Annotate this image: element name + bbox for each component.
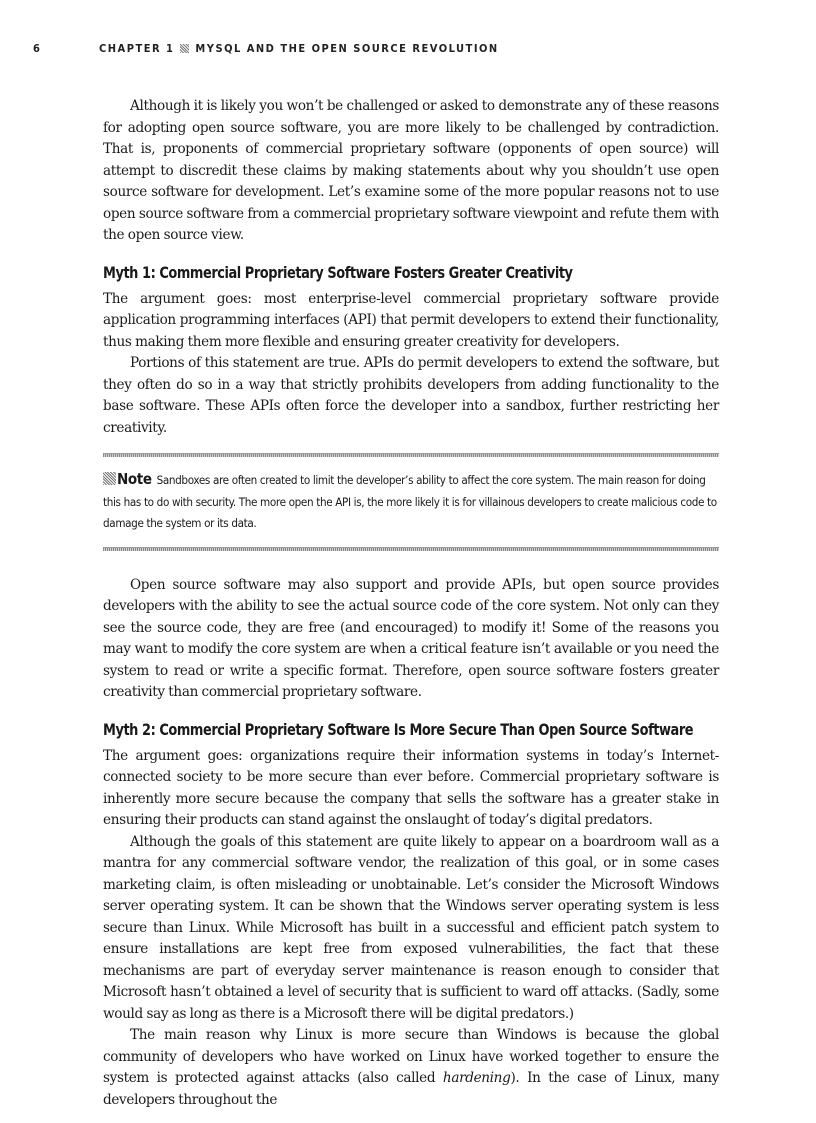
note-text: Sandboxes are often created to limit the developer’s ability to affect the core system. The main reason for doing this has to do with security. The more open the API is, the more likely it is for villainous developers to create malicious code to damage the system or its data. (103, 473, 717, 530)
myth2-paragraph-3 (103, 1025, 719, 1111)
chapter-title: MYSQL AND THE OPEN SOURCE REVOLUTION (195, 42, 499, 55)
note-square-icon (103, 472, 116, 485)
myth1-paragraph-2: Portions of this statement are true. APIs do permit developers to extend the software, but they often do so in a way that strictly prohibits developers from adding functionality to the base software. These APIs often force the developer into a sandbox, further restricting her creativity. (103, 355, 719, 436)
myth2-paragraph-3-before: The main reason why Linux is more secure than Windows is because the global community of developers who have worked on Linux have worked together to ensure the system is protected against attacks (also called (103, 1027, 719, 1086)
myth1-after-note-paragraph: Open source software may also support and provide APIs, but open source provides developers with the ability to see the actual source code of the core system. Not only can they see the source code, they are free (and encouraged) to modify it! Some of the reasons you may want to modify the core system are when a critical feature isn’t available or you need the system to read or write a specific format. Therefore, open source software fosters greater creativity than commercial proprietary software. (103, 576, 719, 700)
note-bottom-rule (103, 547, 719, 551)
running-head (33, 42, 753, 55)
myth1-paragraph-1: The argument goes: most enterprise-level commercial proprietary software provide application programming interfaces (API) that permit developers to extend their functionality, thus making them more flexible and ensuring greater creativity for developers. (103, 290, 719, 350)
myth2-heading: Myth 2: Commercial Proprietary Software Is More Secure Than Open Source Software (103, 719, 694, 739)
page-number: 6 (33, 42, 42, 55)
hardening-term: hardening (442, 1070, 511, 1086)
page-content (103, 96, 719, 1111)
note-label: Note (117, 470, 152, 488)
square-bullet-icon (180, 44, 189, 53)
myth2-paragraph-1: The argument goes: organizations require their information systems in today’s Internet-connected society to be more secure than ever before. Commercial proprietary software is inherently more secure because the company that sells the software has a greater stake in ensuring their products can stand against the onslaught of today’s digital predators. (103, 747, 719, 828)
intro-paragraph: Although it is likely you won’t be challenged or asked to demonstrate any of these reasons for adopting open source software, you are more likely to be challenged by contradiction. That is, proponents of commercial proprietary software (opponents of open source) will attempt to discredit these claims by making statements about why you shouldn’t use open source software for development. Let’s examine some of the more popular reasons not to use open source software from a commercial proprietary software viewpoint and refute them with the open source view. (103, 98, 719, 243)
note-box (103, 453, 719, 551)
myth2-paragraph-2: Although the goals of this statement are quite likely to appear on a boardroom wall as a mantra for any commercial software vendor, the realization of this goal, or in some cases marketing claim, is often misleading or unobtainable. Let’s consider the Microsoft Windows server operating system. It can be shown that the Windows server operating system is less secure than Linux. While Microsoft has built in a successful and efficient patch system to ensure installations are kept free from exposed vulnerabilities, the fact that these mechanisms are part of everyday server maintenance is reason enough to consider that Microsoft hasn’t obtained a level of security that is sufficient to ward off attacks. (Sadly, some would say as long as there is a Microsoft there will be digital predators.) (103, 833, 719, 1022)
note-body (103, 457, 719, 547)
chapter-label: CHAPTER 1 (99, 42, 175, 55)
myth1-heading: Myth 1: Commercial Proprietary Software Fosters Greater Creativity (103, 262, 573, 282)
myth2-paragraph-3-after: ). In the case of Linux, many developers throughout the (103, 1070, 719, 1108)
